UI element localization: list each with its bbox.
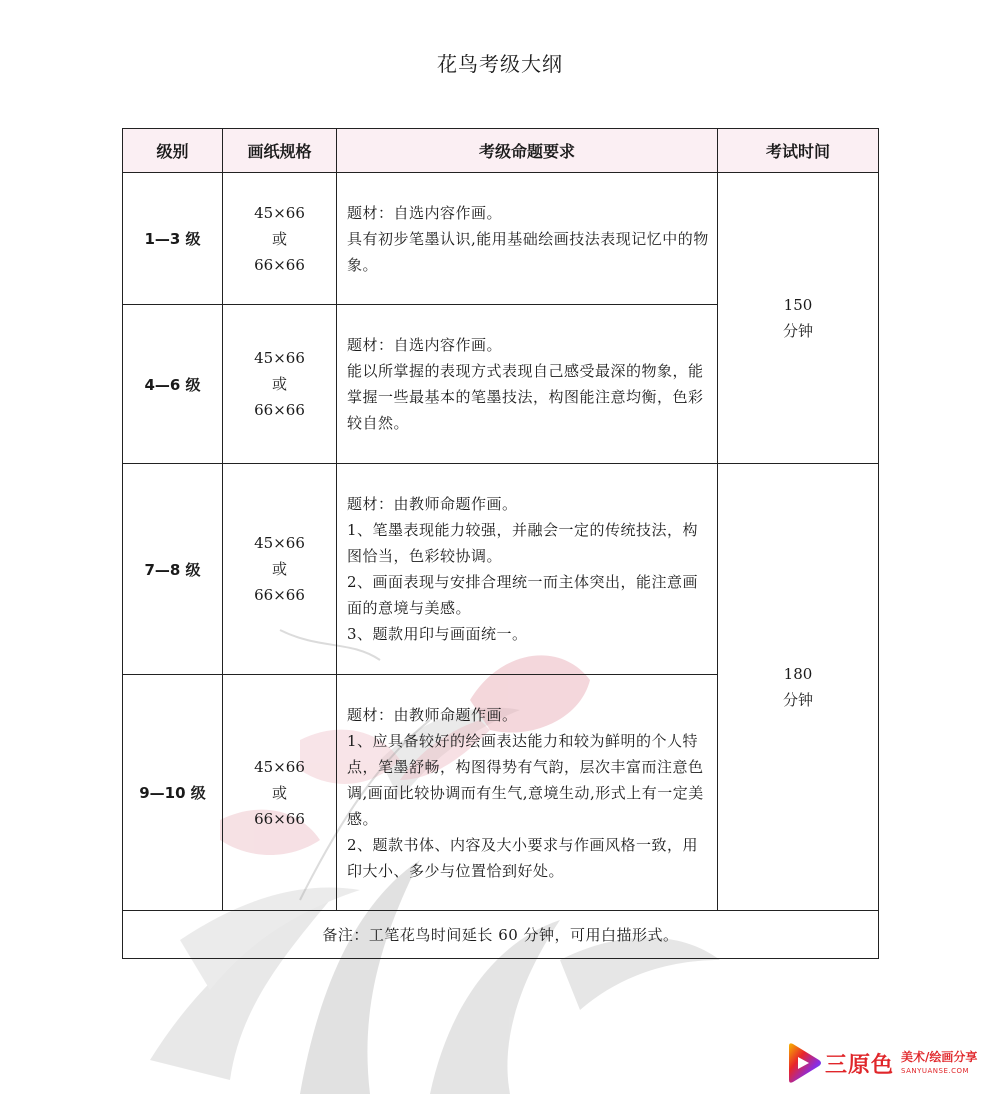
- requirement-line: 2、题款书体、内容及大小要求与作画风格一致，用印大小、多少与位置恰到好处。: [347, 835, 699, 880]
- requirement-line: 1、应具备较好的绘画表达能力和较为鲜明的个人特点，笔墨舒畅，构图得势有气韵，层次丰富而注意色调,画面比较协调而有生气,意境生动,形式上有一定美感。: [347, 731, 704, 828]
- page-title: 花鸟考级大纲: [437, 52, 563, 76]
- paper-size-cell: [223, 305, 337, 464]
- table-row: [123, 464, 879, 675]
- header-level: 级别: [123, 129, 223, 173]
- paper-size-or: 或: [271, 783, 287, 802]
- paper-size-option: 66×66: [254, 255, 305, 274]
- requirement-line: 1、笔墨表现能力较强，并融会一定的传统技法，构图恰当，色彩较协调。: [347, 521, 699, 565]
- note-cell: 备注：工笔花鸟时间延长 60 分钟，可用白描形式。: [123, 911, 879, 959]
- paper-size-or: 或: [271, 560, 287, 578]
- requirement-line: 题材：由教师命题作画。: [347, 495, 518, 513]
- exam-outline-table: [122, 128, 879, 959]
- requirement-line: 3、题款用印与画面统一。: [347, 625, 528, 643]
- level-cell: 4—6 级: [123, 305, 223, 464]
- level-cell: 9—10 级: [123, 675, 223, 911]
- logo-site: SANYUANSE.COM: [901, 1067, 970, 1075]
- requirement-line: 题材：由教师命题作画。: [347, 705, 518, 724]
- exam-time-unit: 分钟: [782, 322, 813, 340]
- table-header-row: [123, 129, 879, 173]
- play-logo-icon: [783, 1040, 823, 1086]
- paper-size-cell: [223, 675, 337, 911]
- paper-size-or: 或: [271, 229, 287, 248]
- requirement-line: 题材：自选内容作画。: [347, 203, 503, 222]
- sanyuanse-logo: [783, 1040, 988, 1086]
- level-cell: 1—3 级: [123, 173, 223, 305]
- paper-size-option: 45×66: [254, 349, 305, 367]
- exam-time-cell: [718, 464, 879, 911]
- header-requirements: 考级命题要求: [337, 129, 718, 173]
- paper-size-cell: [223, 464, 337, 675]
- paper-size-option: 45×66: [254, 203, 305, 222]
- requirement-line: 2、画面表现与安排合理统一而主体突出，能注意画面的意境与美感。: [347, 573, 699, 617]
- header-paper-size: 画纸规格: [223, 129, 337, 173]
- requirements-cell: [337, 675, 718, 911]
- requirement-line: 具有初步笔墨认识,能用基础绘画技法表现记忆中的物象。: [347, 229, 709, 274]
- exam-time-cell: [718, 173, 879, 464]
- exam-time-unit: 分钟: [782, 691, 813, 709]
- paper-size-or: 或: [271, 375, 287, 393]
- requirements-cell: [337, 173, 718, 305]
- level-cell: 7—8 级: [123, 464, 223, 675]
- exam-time-value: 150: [783, 296, 813, 314]
- requirements-cell: [337, 464, 718, 675]
- paper-size-option: 66×66: [254, 586, 305, 604]
- table-row: [123, 173, 879, 305]
- paper-size-option: 45×66: [254, 757, 305, 776]
- requirement-line: 能以所掌握的表现方式表现自己感受最深的物象，能掌握一些最基本的笔墨技法，构图能注意均衡，色彩较自然。: [347, 362, 704, 432]
- table-note-row: [123, 911, 879, 959]
- paper-size-option: 45×66: [254, 534, 305, 552]
- paper-size-option: 66×66: [254, 401, 305, 419]
- paper-size-cell: [223, 173, 337, 305]
- exam-time-value: 180: [783, 665, 813, 683]
- logo-tagline: 美术/绘画分享: [901, 1050, 978, 1064]
- requirements-cell: [337, 305, 718, 464]
- logo-name: 三原色: [825, 1053, 895, 1078]
- paper-size-option: 66×66: [254, 809, 305, 828]
- requirement-line: 题材：自选内容作画。: [347, 336, 503, 354]
- header-exam-time: 考试时间: [718, 129, 879, 173]
